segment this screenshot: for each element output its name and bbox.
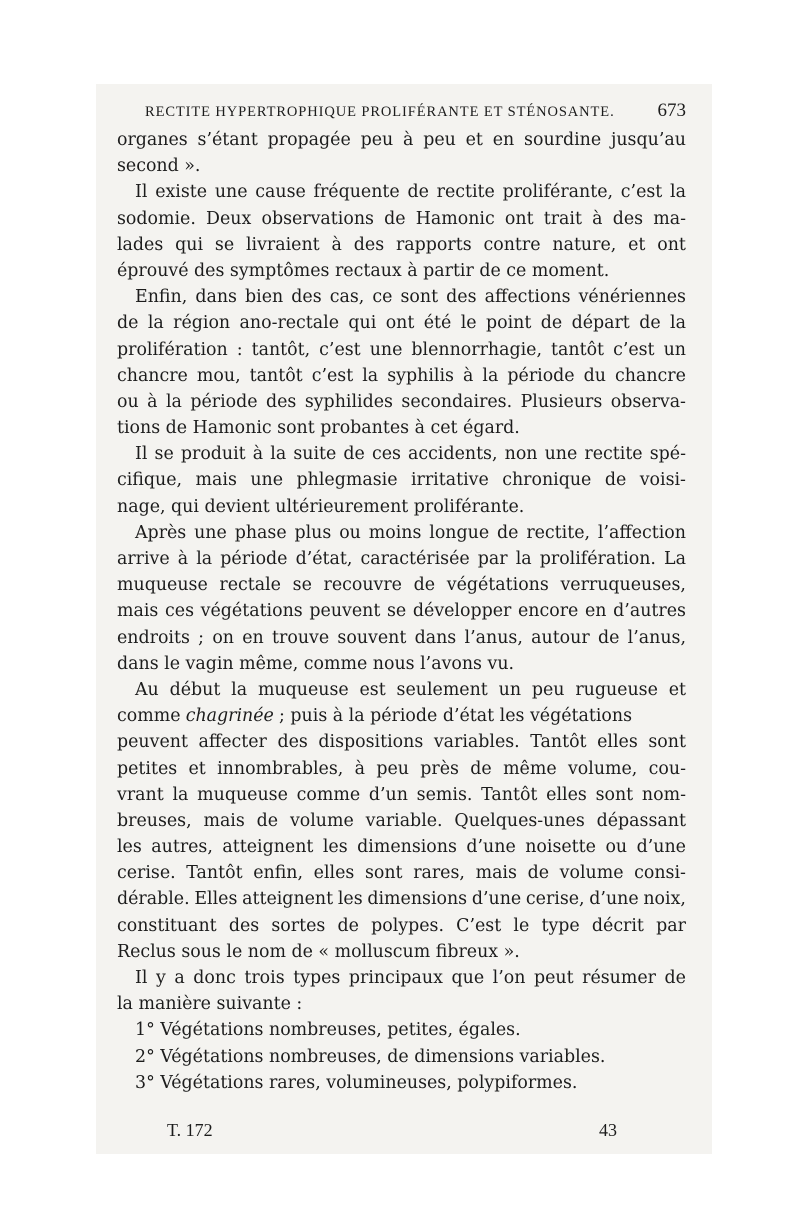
text-line: muqueuse rectale se recouvre de végétations verruqueuses, xyxy=(117,575,686,596)
text-line: chancre mou, tantôt c’est la syphilis à la période du chancre xyxy=(117,365,686,386)
text-line-with-italic xyxy=(117,703,686,729)
running-title: RECTITE HYPERTROPHIQUE PROLIFÉRANTE ET STÉNOSANTE. xyxy=(145,104,615,120)
text-line: Reclus sous le nom de « molluscum fibreux ». xyxy=(117,941,520,962)
page-number: 673 xyxy=(657,100,686,121)
text-line: vrant la muqueuse comme d’un semis. Tantôt elles sont nom- xyxy=(117,784,686,805)
text-line: Il y a donc trois types principaux que l’on peut résumer de xyxy=(135,968,686,988)
text-line: mais ces végétations peuvent se développer encore en d’autres xyxy=(117,601,686,622)
text-line: dans le vagin même, comme nous l’avons vu. xyxy=(117,653,515,674)
signature-mark: T. 172 xyxy=(167,1120,213,1140)
list-item: 3° Végétations rares, volumineuses, polypiformes. xyxy=(135,1072,578,1093)
italic-term: chagrinée xyxy=(185,706,274,727)
text-line: second ». xyxy=(117,156,201,177)
text-line: dérable. Elles atteignent les dimensions d’une cerise, d’une noix, xyxy=(117,889,686,910)
text-line: cerise. Tantôt enfin, elles sont rares, mais de volume consi- xyxy=(117,863,686,884)
text-line: ou à la période des syphilides secondaires. Plusieurs observa- xyxy=(117,391,686,412)
text-line: Enfin, dans bien des cas, ce sont des affections vénériennes xyxy=(135,287,686,308)
text-fragment: comme xyxy=(117,706,181,727)
text-line: lades qui se livraient à des rapports contre nature, et ont xyxy=(117,234,686,255)
text-line: constituant des sortes de polypes. C’est le type décrit par xyxy=(117,915,686,936)
text-line: nage, qui devient ultérieurement proliférante. xyxy=(117,496,525,517)
text-line: breuses, mais de volume variable. Quelques-unes dépassant xyxy=(117,810,686,831)
text-line: endroits ; on en trouve souvent dans l’anus, autour de l’anus, xyxy=(117,627,686,648)
text-line: prolifération : tantôt, c’est une blennorrhagie, tantôt c’est un xyxy=(117,339,686,360)
text-line: Il se produit à la suite de ces accidents, non une rectite spé- xyxy=(135,444,686,465)
text-line: organes s’étant propagée peu à peu et en sourdine jusqu’au xyxy=(117,130,686,150)
sheet-number: 43 xyxy=(599,1120,617,1140)
text-line: Au début la muqueuse est seulement un peu rugueuse et xyxy=(135,679,686,700)
body-text xyxy=(117,127,686,1096)
text-line: tions de Hamonic sont probantes à cet égard. xyxy=(117,418,520,439)
text-line: la manière suivante : xyxy=(117,994,303,1015)
text-line: Il existe une cause fréquente de rectite proliférante, c’est la xyxy=(135,182,686,203)
list-item: 1° Végétations nombreuses, petites, égales. xyxy=(135,1020,521,1041)
text-line: les autres, atteignent les dimensions d’une noisette ou d’une xyxy=(117,837,686,858)
text-line: éprouvé des symptômes rectaux à partir de ce moment. xyxy=(117,260,610,281)
list-item: 2° Végétations nombreuses, de dimensions variables. xyxy=(135,1046,606,1067)
page-footer xyxy=(167,1120,617,1141)
text-fragment: ; puis à la période d’état les végétations xyxy=(279,706,633,727)
text-line: peuvent affecter des dispositions variables. Tantôt elles sont xyxy=(117,732,686,753)
text-line: cifique, mais une phlegmasie irritative chronique de voisi- xyxy=(117,470,686,491)
text-line: Après une phase plus ou moins longue de rectite, l’affection xyxy=(135,522,686,543)
page-header xyxy=(145,100,686,122)
text-line: sodomie. Deux observations de Hamonic ont trait à des ma- xyxy=(117,208,686,229)
text-line: petites et innombrables, à peu près de même volume, cou- xyxy=(117,758,686,779)
text-line: de la région ano-rectale qui ont été le point de départ de la xyxy=(117,313,686,334)
text-line: arrive à la période d’état, caractérisée par la prolifération. La xyxy=(117,549,686,569)
